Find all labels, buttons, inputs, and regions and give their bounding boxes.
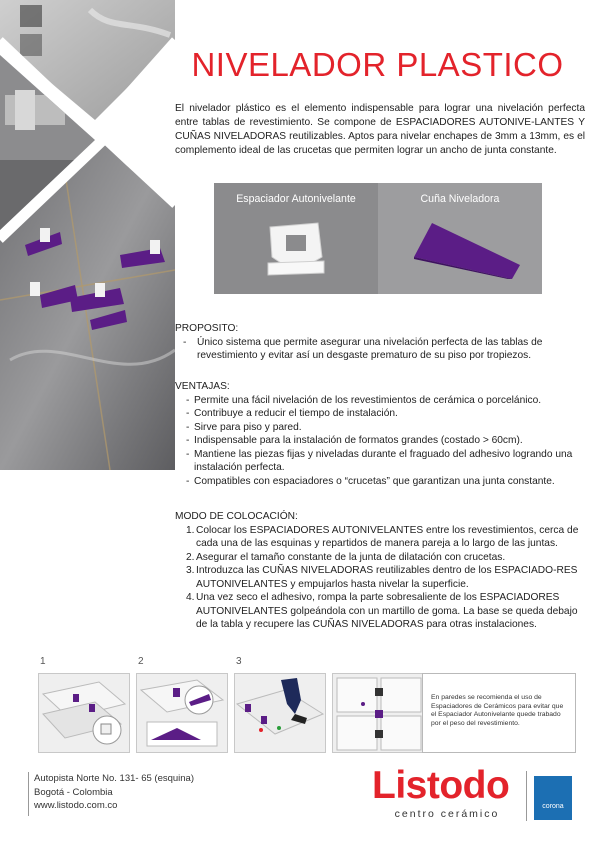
city-line: Bogotá - Colombia	[34, 786, 113, 798]
corona-logo	[534, 776, 572, 820]
logo-wordmark: Listodo	[372, 764, 510, 807]
wall-note-box	[422, 673, 576, 753]
list-item: - Mantiene las piezas fijas y niveladas durante el fraguado del adhesivo logrando una instalación perfecta.	[186, 448, 573, 473]
wall-note-text: En paredes se recomienda el uso de Espaciadores de Cerámicos para evitar que el Espaciador Autonivelante quede trabado por el peso del revestimiento.	[431, 694, 564, 727]
list-item: - Compatibles con espaciadores o “crucetas” que garantizan una junta constante.	[186, 475, 555, 487]
spacer-label: Espaciador Autonivelante	[236, 193, 356, 205]
installation-photo-collage	[0, 0, 175, 470]
wedge-panel	[378, 183, 542, 294]
list-item: 4. Una vez seco el adhesivo, rompa la parte sobresaliente de los ESPACIADORES AUTONIVELANTES golpeándola con un martillo de goma. La base se queda debajo de la tabla y recupere las CUÑAS NIVELADORAS para otras instalaciones.	[186, 592, 578, 630]
wedge-label: Cuña Niveladora	[420, 193, 500, 205]
steps-illustrations	[34, 656, 574, 756]
listodo-logo	[372, 764, 530, 822]
advantages-heading: VENTAJAS:	[175, 381, 230, 392]
list-item: - Indispensable para la instalación de formatos grandes (costado > 60cm).	[186, 435, 523, 446]
spacer-image	[264, 217, 328, 283]
step-number: 1	[40, 656, 46, 667]
installation-section	[175, 510, 585, 632]
purpose-heading: PROPOSITO:	[175, 323, 239, 334]
corona-text: corona	[542, 803, 564, 810]
step-number: 3	[236, 656, 242, 667]
purpose-section	[175, 322, 585, 363]
list-item: - Único sistema que permite asegurar una nivelación perfecta de las tablas de revestimiento y evitar así un desgaste prematuro de su piso por tropiezos.	[183, 336, 543, 361]
step-3-illustration	[234, 673, 326, 753]
website-link[interactable]: www.listodo.com.co	[34, 800, 118, 811]
list-item: - Permite una fácil nivelación de los revestimientos de cerámica o porcelánico.	[186, 394, 542, 406]
list-item: 2. Asegurar el tamaño constante de la junta de dilatación con crucetas.	[186, 551, 506, 563]
installation-heading: MODO DE COLOCACIÓN:	[175, 511, 298, 522]
wall-installation-illustration	[332, 673, 424, 753]
product-panel	[214, 183, 542, 294]
address-line: Autopista Norte No. 131- 65 (esquina)	[34, 773, 195, 784]
advantages-section	[175, 380, 585, 488]
page-title: NIVELADOR PLASTICO	[191, 46, 564, 83]
logo-subtitle: centro cerámico	[394, 808, 500, 820]
logo-divider	[526, 771, 527, 821]
spacer-panel	[214, 183, 378, 294]
step-2-illustration	[136, 673, 228, 753]
step-number: 2	[138, 656, 144, 667]
list-item: - Contribuye a reducir el tiempo de instalación.	[186, 408, 398, 419]
intro-paragraph: El nivelador plástico es el elemento indispensable para lograr una nivelación perfecta entre tablas de revestimiento. Se compone de ESPACIADORES AUTONIVE-LANTES Y CUÑAS NIVELADORAS reutilizables. Aptos para nivelar enchapes de 3mm a 13mm, es el complemento ideal de las crucetas que permiten lograr un ancho de junta constante.	[175, 103, 585, 156]
list-item: - Sirve para piso y pared.	[186, 421, 302, 433]
list-item: 3. Introduzca las CUÑAS NIVELADORAS reutilizables dentro de los ESPACIADO-RES AUTONIVELANTES y empujarlos hasta nivelar la superficie.	[186, 565, 578, 590]
footer-rule	[28, 772, 29, 816]
list-item: 1. Colocar los ESPACIADORES AUTONIVELANTES entre los revestimientos, cerca de cada una de las esquinas y repartidos de manera pareja a lo largo de las juntas.	[186, 524, 579, 549]
wedge-image	[412, 221, 522, 281]
address-block	[34, 772, 194, 813]
step-1-illustration	[38, 673, 130, 753]
